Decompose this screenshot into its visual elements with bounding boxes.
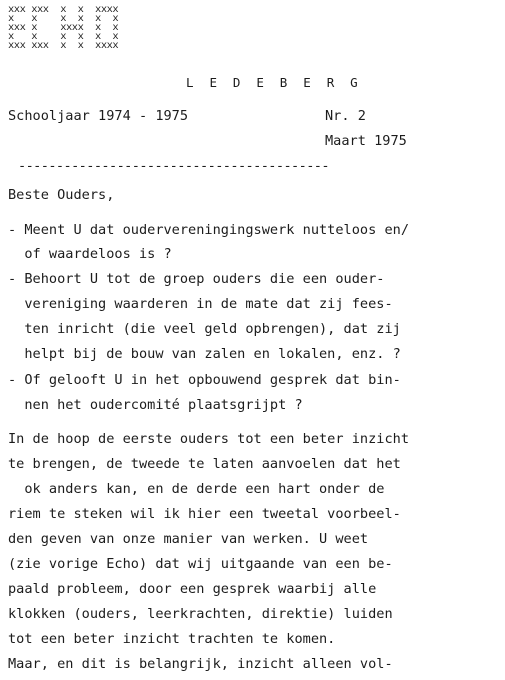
- issue-date: Maart 1975: [325, 133, 407, 149]
- paragraph-line-7: paald probleem, door een gesprek waarbij alle: [8, 581, 377, 597]
- bullet-2-line-1: - Behoort U tot de groep ouders die een ouder-: [8, 271, 385, 287]
- paragraph-line-10: Maar, en dit is belangrijk, inzicht alleen vol-: [8, 656, 393, 672]
- bullet-3-line-1: - Of gelooft U in het opbouwend gesprek dat bin-: [8, 372, 401, 388]
- greeting: Beste Ouders,: [8, 187, 115, 203]
- paragraph-line-5: den geven van onze manier van werken. U weet: [8, 531, 369, 547]
- bullet-1-line-1: - Meent U dat oudervereningingswerk nutteloos en/: [8, 222, 410, 238]
- paragraph-line-2: te brengen, de tweede te laten aanvoelen dat het: [8, 456, 401, 472]
- issue-number: Nr. 2: [325, 108, 366, 124]
- paragraph-line-6: (zie vorige Echo) dat wij uitgaande van een be-: [8, 556, 393, 572]
- bullet-2-line-2: vereniging waarderen in de mate dat zij fees-: [8, 296, 393, 312]
- bullet-2-line-3: ten inricht (die veel geld opbrengen), dat zij: [8, 321, 401, 337]
- paragraph-line-9: tot een beter inzicht trachten te komen.: [8, 631, 336, 647]
- paragraph-line-1: In de hoop de eerste ouders tot een beter inzicht: [8, 431, 410, 447]
- echo-masthead: xxx xxx x x xxxx x x x x x x xxx x xxxx x x x x x x x x xxx xxx x x xxxx: [8, 4, 119, 52]
- paragraph-line-4: riem te steken wil ik hier een tweetal voorbeel-: [8, 506, 401, 522]
- bullet-1-line-2: of waardeloos is ?: [8, 246, 172, 262]
- header-divider: -----------------------------------------: [18, 158, 329, 174]
- bullet-2-line-4: helpt bij de bouw van zalen en lokalen, enz. ?: [8, 346, 401, 362]
- school-year: Schooljaar 1974 - 1975: [8, 108, 189, 124]
- bullet-3-line-2: nen het oudercomité plaatsgrijpt ?: [8, 397, 303, 413]
- paragraph-line-3: ok anders kan, en de derde een hart onder de: [8, 481, 385, 497]
- place-heading: L E D E B E R G: [186, 75, 362, 90]
- paragraph-line-8: klokken (ouders, leerkrachten, direktie) luiden: [8, 606, 393, 622]
